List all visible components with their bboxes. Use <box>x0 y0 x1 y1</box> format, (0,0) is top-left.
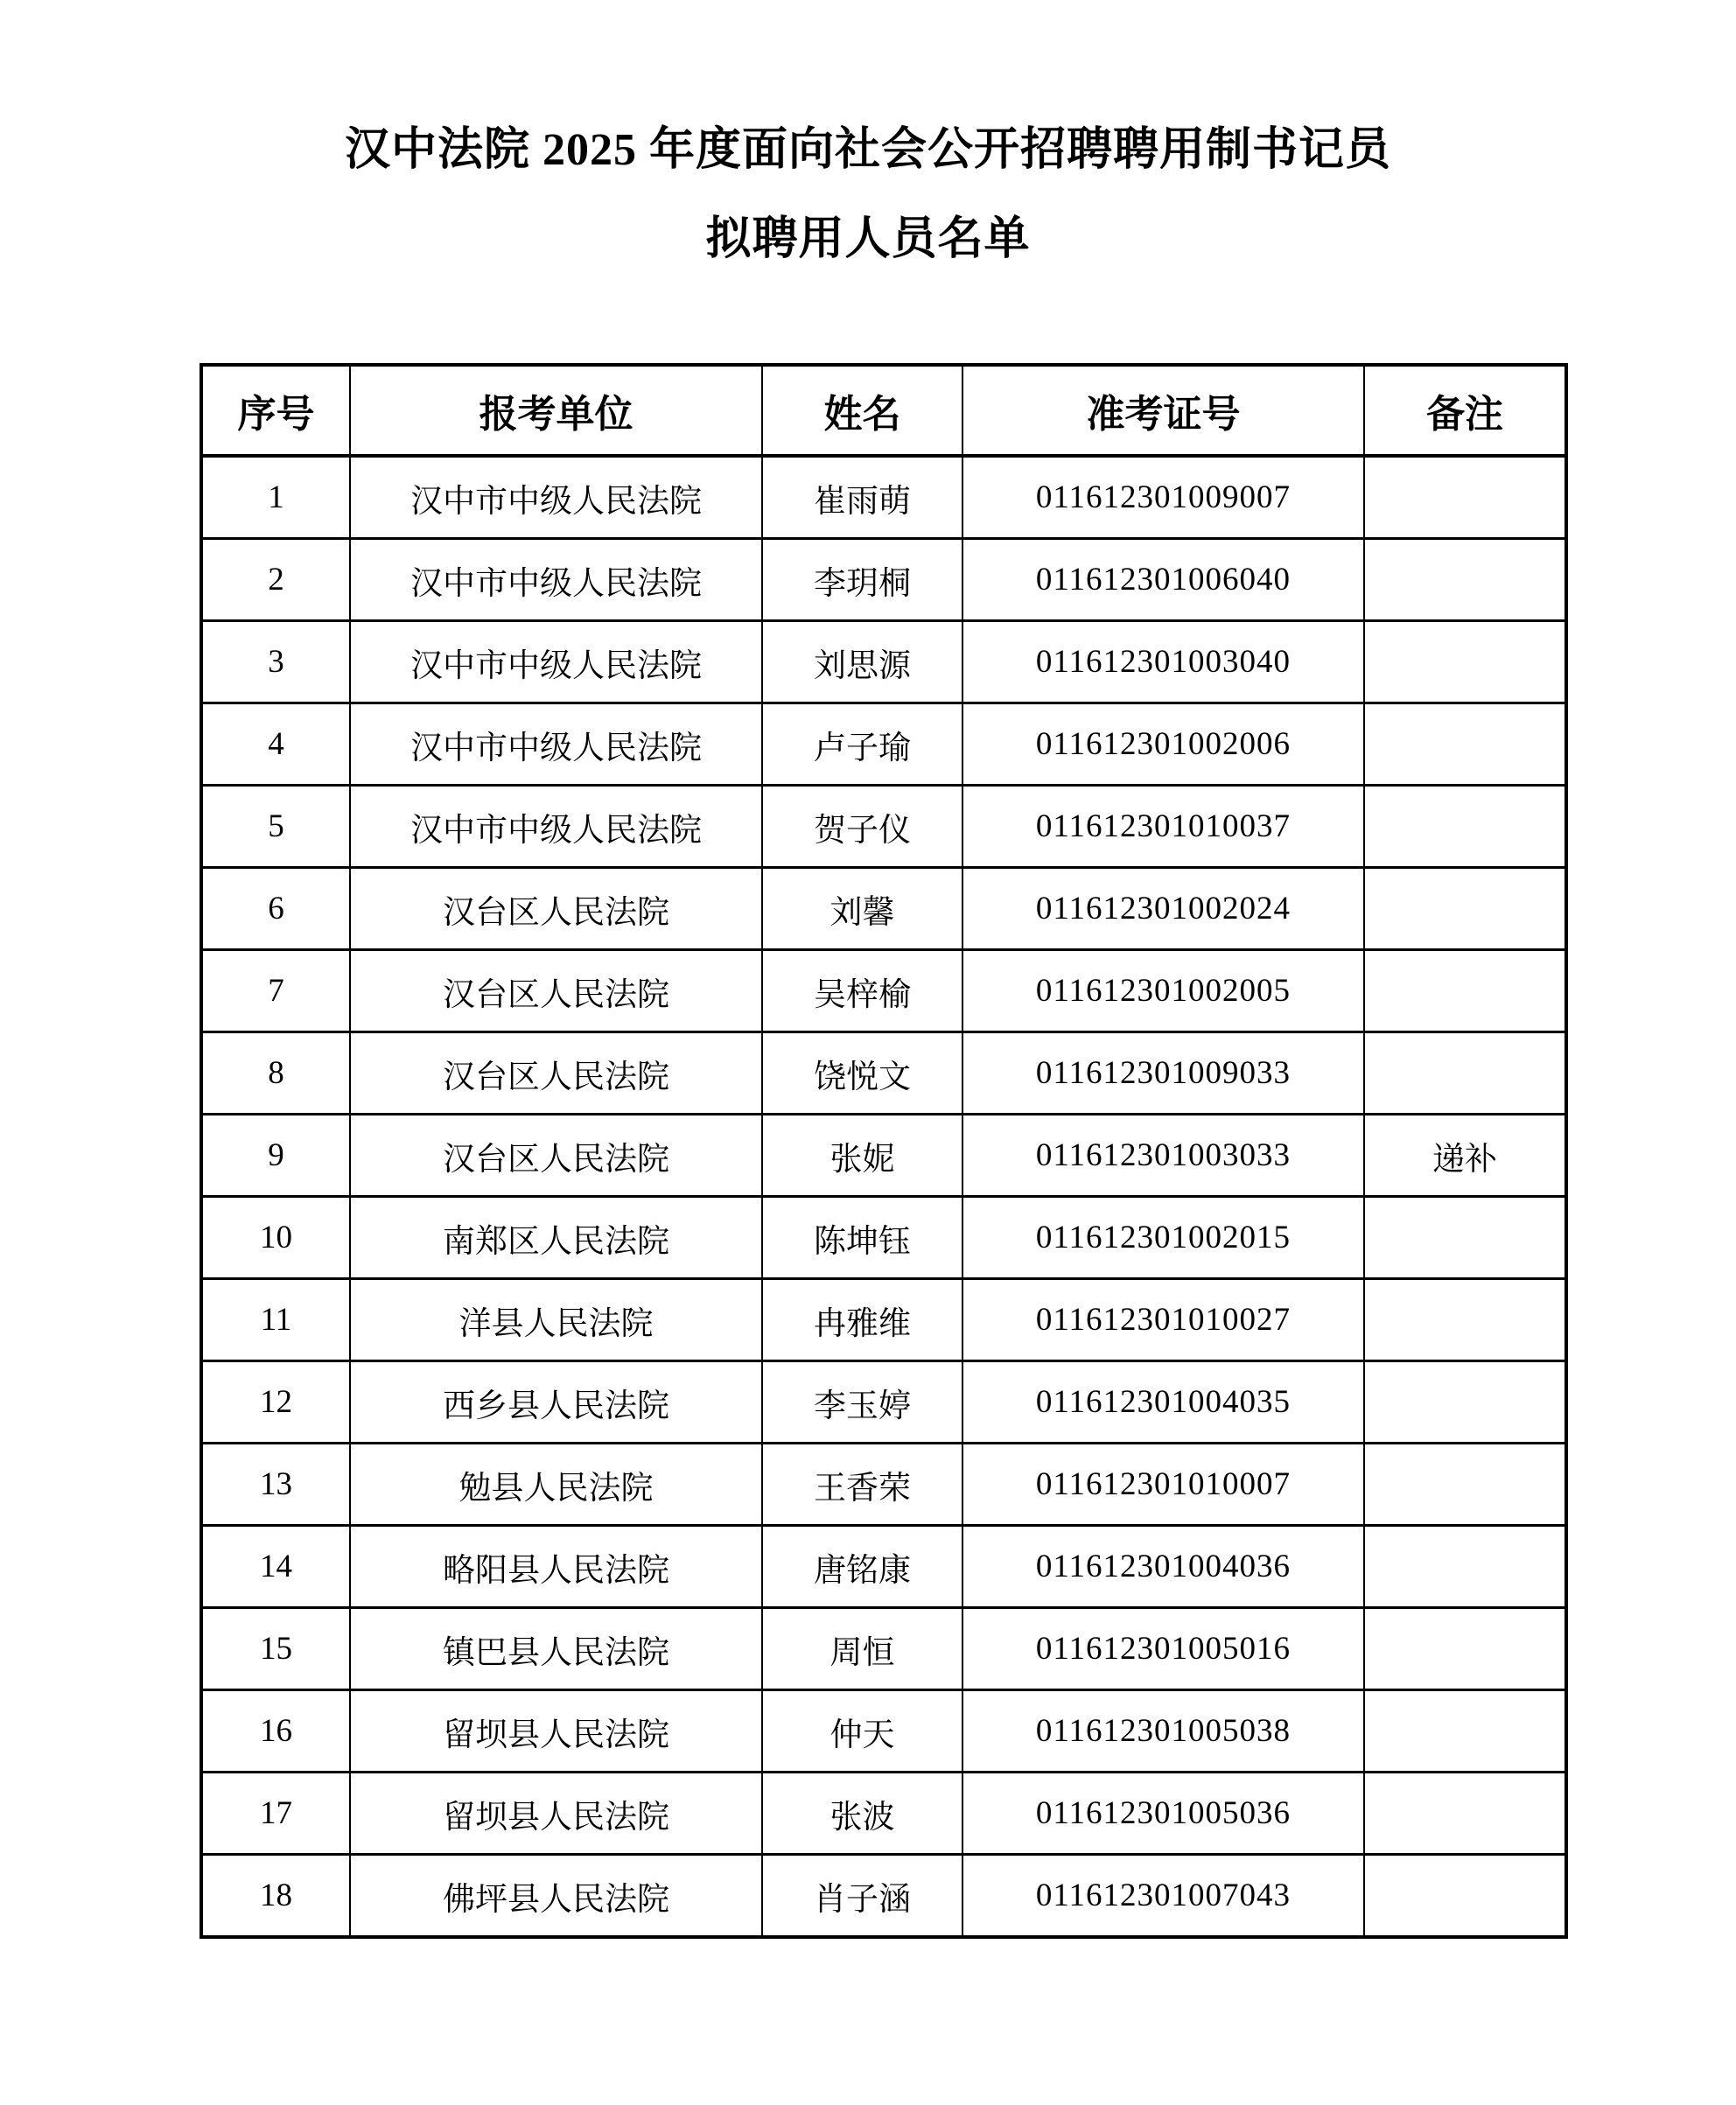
cell-court: 洋县人民法院 <box>350 1279 762 1361</box>
cell-court: 勉县人民法院 <box>350 1444 762 1526</box>
table-row <box>201 456 1566 539</box>
header-cell-court: 报考单位 <box>350 365 762 456</box>
table-row <box>201 1444 1566 1526</box>
cell-index: 2 <box>201 539 350 621</box>
cell-name: 饶悦文 <box>762 1032 962 1115</box>
cell-index: 4 <box>201 703 350 786</box>
cell-name: 张波 <box>762 1773 962 1855</box>
header-cell-index: 序号 <box>201 365 350 456</box>
cell-remark <box>1364 1032 1566 1115</box>
page-title-line1: 汉中法院 2025 年度面向社会公开招聘聘用制书记员 <box>344 125 1391 175</box>
table-row <box>201 868 1566 950</box>
cell-name: 李玥桐 <box>762 539 962 621</box>
cell-index: 6 <box>201 868 350 950</box>
cell-name: 张妮 <box>762 1115 962 1197</box>
cell-ticket: 011612301004035 <box>962 1361 1364 1444</box>
cell-index: 18 <box>201 1855 350 1938</box>
cell-name: 李玉婷 <box>762 1361 962 1444</box>
cell-ticket: 011612301010027 <box>962 1279 1364 1361</box>
cell-ticket: 011612301003033 <box>962 1115 1364 1197</box>
cell-ticket: 011612301002015 <box>962 1197 1364 1279</box>
cell-court: 汉中市中级人民法院 <box>350 786 762 868</box>
cell-index: 13 <box>201 1444 350 1526</box>
cell-ticket: 011612301009033 <box>962 1032 1364 1115</box>
cell-court: 汉中市中级人民法院 <box>350 703 762 786</box>
header-cell-ticket: 准考证号 <box>962 365 1364 456</box>
cell-court: 佛坪县人民法院 <box>350 1855 762 1938</box>
cell-court: 留坝县人民法院 <box>350 1690 762 1773</box>
cell-index: 12 <box>201 1361 350 1444</box>
table-row <box>201 1855 1566 1938</box>
cell-index: 8 <box>201 1032 350 1115</box>
cell-remark <box>1364 1855 1566 1938</box>
roster-table <box>200 363 1568 1939</box>
cell-name: 卢子瑜 <box>762 703 962 786</box>
cell-name: 王香荣 <box>762 1444 962 1526</box>
cell-name: 崔雨萌 <box>762 456 962 539</box>
cell-index: 3 <box>201 621 350 703</box>
cell-court: 汉中市中级人民法院 <box>350 621 762 703</box>
cell-name: 陈坤钰 <box>762 1197 962 1279</box>
cell-ticket: 011612301005016 <box>962 1608 1364 1690</box>
cell-remark <box>1364 1279 1566 1361</box>
cell-remark <box>1364 456 1566 539</box>
cell-remark <box>1364 786 1566 868</box>
cell-remark <box>1364 1361 1566 1444</box>
cell-index: 11 <box>201 1279 350 1361</box>
cell-ticket: 011612301003040 <box>962 621 1364 703</box>
cell-index: 16 <box>201 1690 350 1773</box>
cell-index: 14 <box>201 1526 350 1608</box>
cell-remark <box>1364 1526 1566 1608</box>
cell-remark <box>1364 621 1566 703</box>
cell-ticket: 011612301002005 <box>962 950 1364 1032</box>
cell-index: 5 <box>201 786 350 868</box>
cell-index: 1 <box>201 456 350 539</box>
cell-index: 15 <box>201 1608 350 1690</box>
cell-index: 10 <box>201 1197 350 1279</box>
cell-index: 17 <box>201 1773 350 1855</box>
cell-court: 略阳县人民法院 <box>350 1526 762 1608</box>
header-cell-name: 姓名 <box>762 365 962 456</box>
table-row <box>201 1279 1566 1361</box>
cell-remark <box>1364 1197 1566 1279</box>
cell-court: 汉台区人民法院 <box>350 1032 762 1115</box>
cell-ticket: 011612301002006 <box>962 703 1364 786</box>
table-row <box>201 1526 1566 1608</box>
table-row <box>201 1608 1566 1690</box>
table-row <box>201 1361 1566 1444</box>
cell-name: 肖子涵 <box>762 1855 962 1938</box>
cell-ticket: 011612301010037 <box>962 786 1364 868</box>
table-row <box>201 703 1566 786</box>
cell-remark <box>1364 950 1566 1032</box>
cell-name: 贺子仪 <box>762 786 962 868</box>
cell-name: 冉雅维 <box>762 1279 962 1361</box>
cell-court: 南郑区人民法院 <box>350 1197 762 1279</box>
cell-remark <box>1364 868 1566 950</box>
cell-name: 吴梓榆 <box>762 950 962 1032</box>
table-row <box>201 1032 1566 1115</box>
cell-ticket: 011612301005036 <box>962 1773 1364 1855</box>
header-row <box>201 365 1566 456</box>
cell-court: 汉中市中级人民法院 <box>350 456 762 539</box>
cell-court: 留坝县人民法院 <box>350 1773 762 1855</box>
cell-court: 汉台区人民法院 <box>350 1115 762 1197</box>
table-row <box>201 539 1566 621</box>
cell-name: 刘思源 <box>762 621 962 703</box>
cell-ticket: 011612301006040 <box>962 539 1364 621</box>
cell-name: 刘馨 <box>762 868 962 950</box>
header-cell-remark: 备注 <box>1364 365 1566 456</box>
table-row <box>201 1690 1566 1773</box>
cell-name: 唐铭康 <box>762 1526 962 1608</box>
cell-ticket: 011612301007043 <box>962 1855 1364 1938</box>
table-row <box>201 1773 1566 1855</box>
cell-name: 仲天 <box>762 1690 962 1773</box>
table-row <box>201 950 1566 1032</box>
cell-ticket: 011612301004036 <box>962 1526 1364 1608</box>
cell-ticket: 011612301002024 <box>962 868 1364 950</box>
cell-ticket: 011612301009007 <box>962 456 1364 539</box>
cell-name: 周恒 <box>762 1608 962 1690</box>
cell-court: 汉台区人民法院 <box>350 950 762 1032</box>
cell-remark <box>1364 1444 1566 1526</box>
cell-remark <box>1364 703 1566 786</box>
cell-ticket: 011612301005038 <box>962 1690 1364 1773</box>
cell-index: 9 <box>201 1115 350 1197</box>
cell-court: 镇巴县人民法院 <box>350 1608 762 1690</box>
cell-remark <box>1364 1773 1566 1855</box>
cell-remark <box>1364 1608 1566 1690</box>
cell-remark: 递补 <box>1364 1115 1566 1197</box>
cell-court: 西乡县人民法院 <box>350 1361 762 1444</box>
table-row <box>201 1115 1566 1197</box>
table-row <box>201 621 1566 703</box>
cell-court: 汉中市中级人民法院 <box>350 539 762 621</box>
cell-remark <box>1364 1690 1566 1773</box>
cell-remark <box>1364 539 1566 621</box>
cell-index: 7 <box>201 950 350 1032</box>
table-row <box>201 1197 1566 1279</box>
page-title-line2: 拟聘用人员名单 <box>705 214 1031 264</box>
cell-ticket: 011612301010007 <box>962 1444 1364 1526</box>
table-row <box>201 786 1566 868</box>
cell-court: 汉台区人民法院 <box>350 868 762 950</box>
